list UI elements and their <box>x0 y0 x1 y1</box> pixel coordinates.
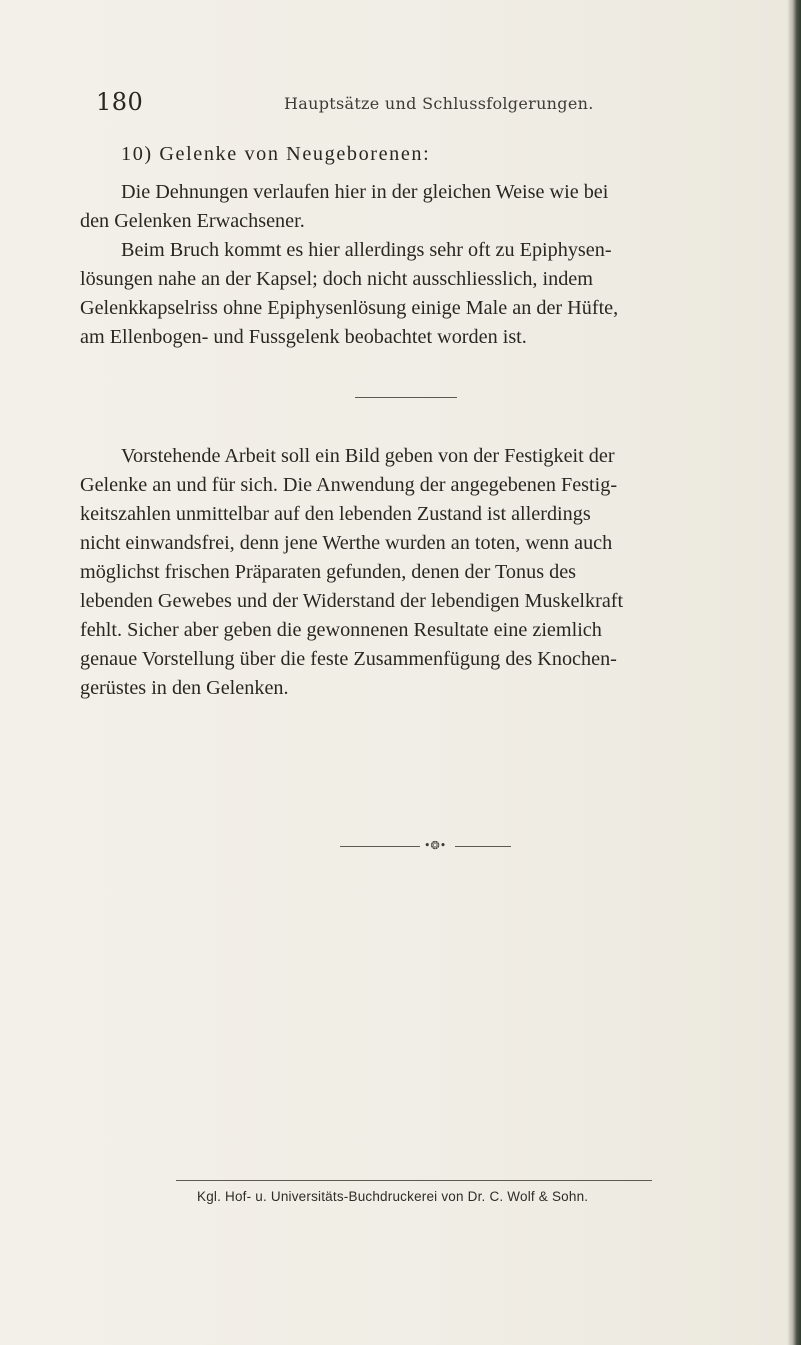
text-line: lösungen nahe an der Kapsel; doch nicht ausschliesslich, indem <box>80 268 593 290</box>
paragraph-dehnungen <box>80 178 734 236</box>
section-heading: 10) Gelenke von Neugeborenen: <box>121 143 431 165</box>
text-line: lebenden Gewebes und der Widerstand der lebendigen Muskelkraft <box>80 590 624 612</box>
section-divider <box>355 397 457 398</box>
paragraph-conclusion <box>80 442 734 703</box>
end-rule-right <box>455 846 511 847</box>
page-header <box>96 88 716 118</box>
text-line: nicht einwandsfrei, denn jene Werthe wurden an toten, wenn auch <box>80 532 613 554</box>
text-line: Vorstehende Arbeit soll ein Bild geben von der Festigkeit der <box>121 445 615 467</box>
end-ornament: •❂• <box>424 839 447 852</box>
page-number: 180 <box>96 88 144 116</box>
text-line: keitszahlen unmittelbar auf den lebenden Zustand ist allerdings <box>80 503 591 525</box>
text-line: fehlt. Sicher aber geben die gewonnenen Resultate eine ziemlich <box>80 619 602 641</box>
text-line: Die Dehnungen verlaufen hier in der gleichen Weise wie bei <box>121 181 609 203</box>
imprint-rule <box>176 1180 652 1181</box>
text-line: Beim Bruch kommt es hier allerdings sehr oft zu Epiphysen- <box>121 239 612 261</box>
end-rule-left <box>340 846 420 847</box>
text-line: Gelenkkapselriss ohne Epiphysenlösung einige Male an der Hüfte, <box>80 297 619 319</box>
running-title: Hauptsätze und Schlussfolgerungen. <box>284 94 594 113</box>
paragraph-bruch <box>80 236 734 352</box>
text-line: genaue Vorstellung über die feste Zusammenfügung des Knochen- <box>80 648 617 670</box>
printer-imprint: Kgl. Hof- u. Universitäts-Buchdruckerei von Dr. C. Wolf & Sohn. <box>197 1189 589 1204</box>
text-line: Gelenke an und für sich. Die Anwendung der angegebenen Festig- <box>80 474 618 496</box>
text-line: den Gelenken Erwachsener. <box>80 210 305 232</box>
text-line: möglichst frischen Präparaten gefunden, denen der Tonus des <box>80 561 577 583</box>
text-line: am Ellenbogen- und Fussgelenk beobachtet worden ist. <box>80 326 527 348</box>
text-line: gerüstes in den Gelenken. <box>80 677 289 699</box>
page-edge-shadow <box>787 0 801 1345</box>
